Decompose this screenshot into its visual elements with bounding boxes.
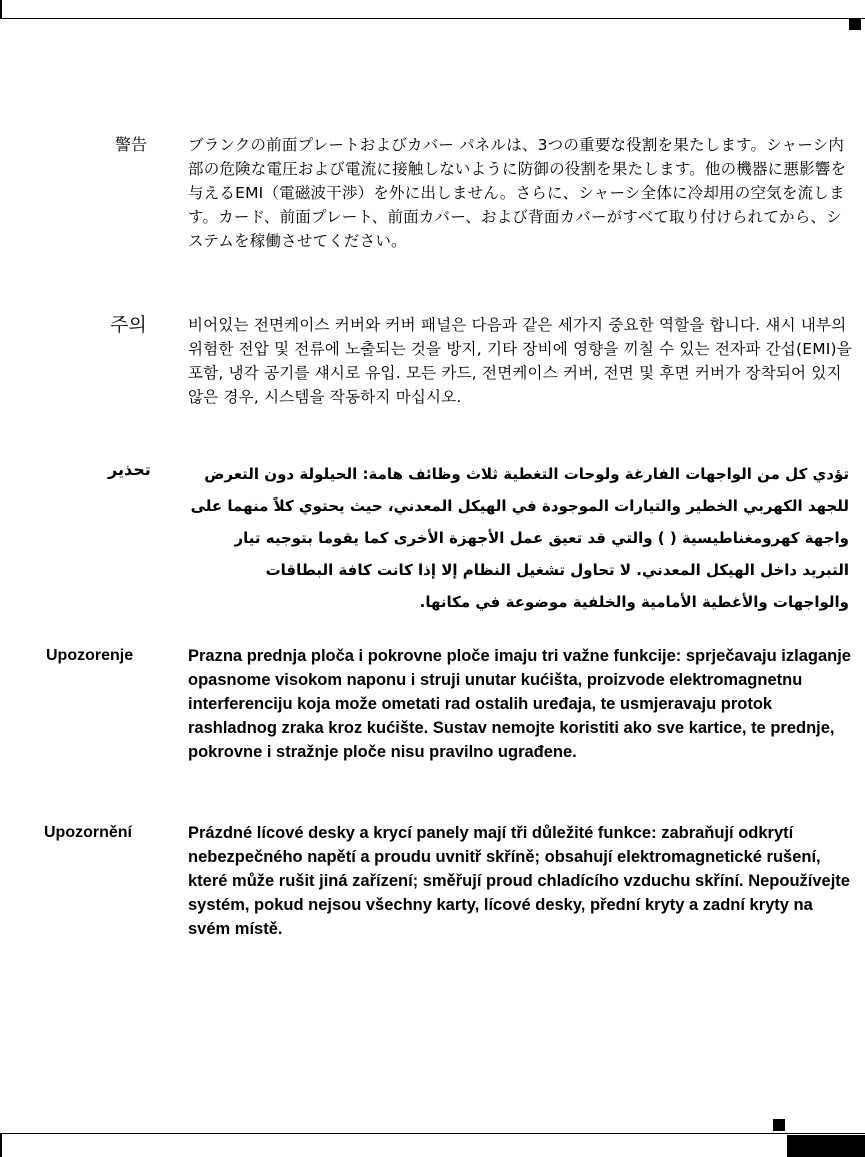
warning-text-korean: 비어있는 전면케이스 커버와 커버 패널은 다음과 같은 세가지 중요한 역할을 합니다. 섀시 내부의 위험한 전압 및 전류에 노출되는 것을 방지, 기타 장비에 영향을 끼칠 수 있는 전자파 간섭(EMI)을 포함, 냉각 공기를 섀시로 유입. 모든 카드, 전면케이스 커버, 전면 및 후면 커버가 장착되어 있지 않은 경우, 시스템을 작동하지 마십시오. [188,316,852,406]
warning-label-arabic: تحذير [108,460,151,479]
footer-square-mark [773,1119,785,1131]
warning-text-croatian: Prazna prednja ploča i pokrovne ploče imaju tri važne funkcije: sprječavaju izlaganje opasnome visokom naponu i struji unutar kućišta, proizvode elektromagnetnu interferenciju koja može ometati rad ostalih uređaja, te usmjeravaju protok rashladnog zraka kroz kućište. Sustav nemojte koristiti ako sve kartice, te prednje, pokrovne i stražnje ploče nisu pravilno ugrađene. [188,647,851,761]
warning-label-japanese: 警告 [115,135,148,154]
footer-left-mark [0,1133,2,1157]
header-corner-mark [849,18,861,30]
header-left-mark [0,0,2,19]
header-rule [0,18,865,19]
warning-text-japanese: ブランクの前面プレートおよびカバー パネルは、3つの重要な役割を果たします。シャーシ内部の危険な電圧および電流に接触しないように防御の役割を果たします。他の機器に悪影響を与えるEMI（電磁波干渉）を外に出しません。さらに、シャーシ全体に冷却用の空気を流します。カード、前面プレート、前面カバー、および背面カバーがすべて取り付けられてから、システムを稼働させてください。 [188,136,847,250]
warning-text-czech: Prázdné lícové desky a krycí panely mají tři důležité funkce: zabraňují odkrytí nebezpečného napětí a proudu uvnitř skříně; obsahují elektromagnetické rušení, které může rušit jiná zařízení; směřují proud chladícího vzduchu skříní. Nepoužívejte systém, pokud nejsou všechny karty, lícové desky, přední kryty a zadní kryty na svém místě. [188,824,850,938]
warning-label-korean: 주의 [110,314,147,336]
warning-text-arabic: تؤدي كل من الواجهات الفارغة ولوحات التغطية ثلاث وظائف هامة: الحيلولة دون التعرض للجهد الكهربي الخطير والتيارات الموجودة في الهيكل المعدني، حيث يحتوي كلاً منهما على واجهة كهرومغناطيسية ( ) والتي قد تعيق عمل الأجهزة الأخرى كما يقوما بتوجيه تيار التبريد داخل الهيكل المعدني. لا تحاول تشغيل النظام إلا إذا كانت كافة البطاقات والواجهات والأغطية الأمامية والخلفية موضوعة في مكانها. [190,465,849,611]
page-number-tab [787,1135,865,1157]
warning-label-croatian: Upozorenje [46,647,134,664]
warning-label-czech: Upozornění [44,824,132,841]
footer-rule [0,1133,865,1134]
